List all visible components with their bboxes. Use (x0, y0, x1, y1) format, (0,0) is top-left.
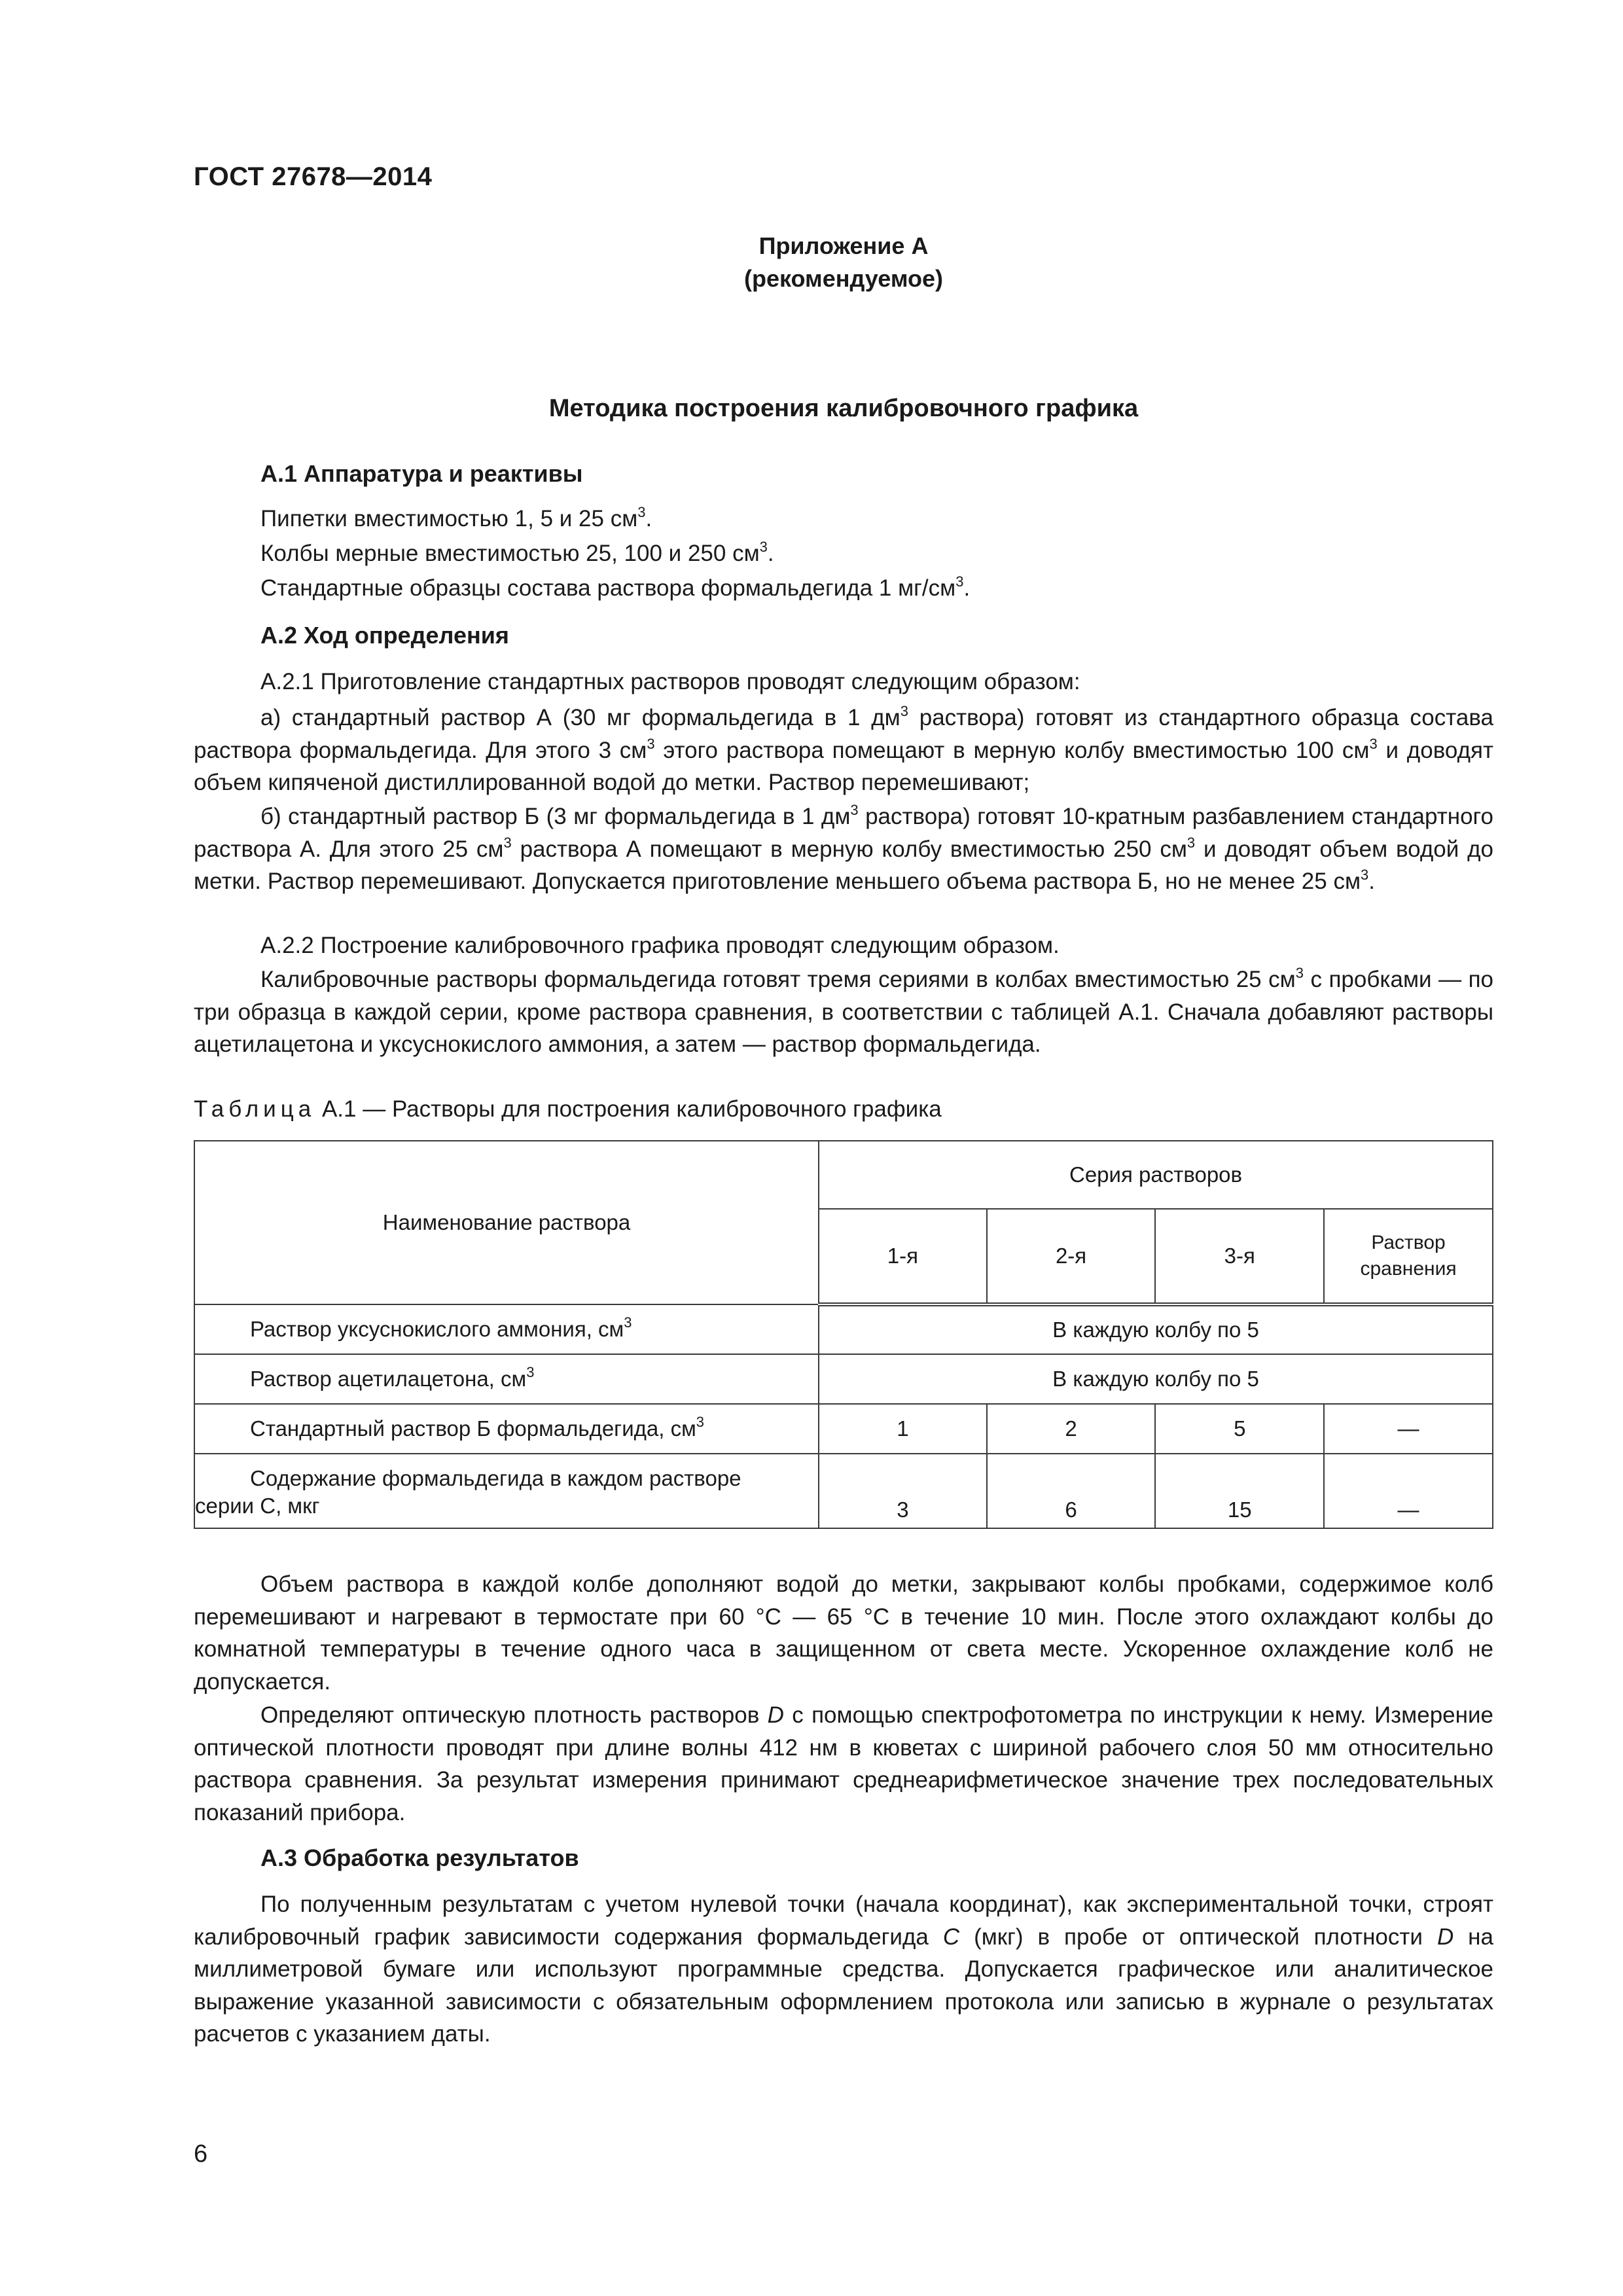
header-solution-name: Наименование раствора (194, 1141, 819, 1304)
cell-series-3: 15 (1155, 1454, 1324, 1528)
paragraph-a21: А.2.1 Приготовление стандартных растворов проводят следующим образом: (260, 669, 1080, 694)
apparatus-line-3: Стандартные образцы состава раствора формальдегида 1 $мг/см^3$. (260, 573, 971, 601)
paragraph-processing: По полученным результатам с учетом нулевой точки (начала координат), как экспериментальной точки, строят калибровочный график зависимости содержания формальдегида С (мкг) в пробе от оптической плотности D на миллиметровой бумаге или используют программные средства. Допускается графическое или аналитическое выражение указанной зависимости с обязательным оформлением протокола или записью в журнале о результатах расчетов с указанием даты. (194, 1892, 1493, 2047)
table-row (194, 1404, 1493, 1454)
row-merged-value: В каждую колбу по 5 (819, 1304, 1493, 1354)
section-heading-a3: А.3 Обработка результатов (260, 1844, 579, 1871)
cell-series-2: 6 (987, 1454, 1156, 1528)
row-name: Раствор уксуснокислого аммония, $см^3$ (194, 1304, 819, 1354)
page-number: 6 (194, 2140, 208, 2168)
apparatus-line-1: Пипетки вместимостью 1, 5 и 25 $см^3$. (260, 504, 652, 531)
cell-series-1: 3 (819, 1454, 987, 1528)
table-row (194, 1354, 1493, 1404)
paragraph-a22: А.2.2 Построение калибровочного графика проводят следующим образом. (260, 933, 1060, 958)
header-series-3: 3-я (1155, 1209, 1324, 1304)
cell-reference: — (1324, 1404, 1493, 1454)
table-row (194, 1304, 1493, 1354)
header-reference-solution: Раствор сравнения (1324, 1209, 1493, 1304)
cell-reference: — (1324, 1454, 1493, 1528)
cell-series-1: 1 (819, 1404, 987, 1454)
paragraph-solution-b: б) стандартный раствор Б (3 мг формальдегида в 1 $дм^3$ раствора) готовят 10-кратным разбавлением стандартного раствора А. Для этого 25 $см^3$ раствора А помещают в мерную колбу вместимостью 250 $см^3$ и доводят объем водой до метки. Раствор перемешивают. Допускается приготовление меньшего объема раствора Б, но не менее 25 $см^3$. (194, 802, 1494, 894)
row-merged-value: В каждую колбу по 5 (819, 1354, 1493, 1404)
header-series-2: 2-я (987, 1209, 1156, 1304)
annex-subtitle: (рекомендуемое) (744, 265, 943, 292)
apparatus-line-2: Колбы мерные вместимостью 25, 100 и 250 $см^3$. (260, 539, 774, 566)
document-title: Методика построения калибровочного графика (548, 395, 1139, 422)
cell-series-3: 5 (1155, 1404, 1324, 1454)
paragraph-optical-density: Определяют оптическую плотность растворов D с помощью спектрофотометра по инструкции к нему. Измерение оптической плотности проводят при длине волны 412 нм в кюветах с шириной рабочего слоя 50 мм относительно раствора сравнения. За результат измерения принимают среднеарифметическое значение трех последовательных показаний прибора. (194, 1702, 1493, 1825)
header-series-1: 1-я (819, 1209, 987, 1304)
paragraph-solution-a: а) стандартный раствор А (30 мг формальдегида в 1 $дм^3$ раствора) готовят из стандартного образца состава раствора формальдегида. Для этого 3 $см^3$ этого раствора помещают в мерную колбу вместимостью 100 $см^3$ и доводят объем кипяченой дистиллированной водой до метки. Раствор перемешивают; (194, 703, 1493, 795)
section-heading-a1: А.1 Аппаратура и реактивы (260, 460, 583, 487)
header-series: Серия растворов (819, 1141, 1493, 1209)
row-name: Содержание формальдегида в каждом растворе серии С, мкг (194, 1454, 819, 1528)
section-heading-a2: А.2 Ход определения (260, 622, 509, 649)
row-name: Раствор ацетилацетона, $см^3$ (194, 1354, 819, 1404)
document-code: ГОСТ 27678—2014 (194, 162, 433, 191)
paragraph-calibration-solutions: Калибровочные растворы формальдегида готовят тремя сериями в колбах вместимостью 25 $см^3$ с пробками — по три образца в каждой серии, кроме раствора сравнения, в соответствии с таблицей А.1. Сначала добавляют растворы ацетилацетона и уксуснокислого аммония, а затем — раствор формальдегида. (194, 965, 1493, 1057)
paragraph-heating: Объем раствора в каждой колбе дополняют водой до метки, закрывают колбы пробками, содержимое колб перемешивают и нагревают в термостате при 60 °С — 65 °С в течение 10 мин. После этого охлаждают колбы до комнатной температуры в течение одного часа в защищенном от света месте. Ускоренное охлаждение колб не допускается. (194, 1571, 1493, 1695)
table-caption: Таблица А.1 — Растворы для построения калибровочного графика (194, 1096, 942, 1122)
cell-series-2: 2 (987, 1404, 1156, 1454)
row-name: Стандартный раствор Б формальдегида, $см^3$ (194, 1404, 819, 1454)
solutions-table (194, 1140, 1493, 1529)
annex-title: Приложение А (758, 232, 929, 259)
table-row (194, 1454, 1493, 1528)
